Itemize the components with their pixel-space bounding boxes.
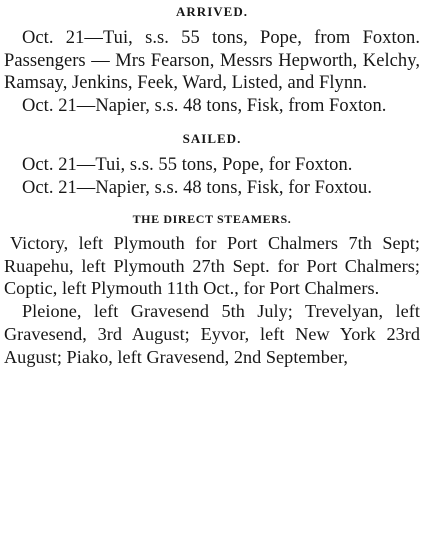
direct-steamers-heading: THE DIRECT STEAMERS. xyxy=(132,212,292,226)
sailed-heading: SAILED. xyxy=(182,131,242,146)
arrived-heading: ARRIVED. xyxy=(176,4,248,19)
direct-steamers-entry-victory: Victory, left Plymouth for Port Chalmers 7th Sept; Ruapehu, left Plymouth 27th Sept. for Port Chalmers; Coptic, left Plymouth 11th Oct., for Port Chalmers. xyxy=(4,233,420,299)
direct-steamers-entry-pleione: Pleione, left Gravesend 5th July; Trevelyan, left Gravesend, 3rd August; Eyvor, left New York 23rd August; Piako, left Gravesend, 2nd September, xyxy=(4,301,420,367)
sailed-entry-napier: Oct. 21—Napier, s.s. 48 tons, Fisk, for Foxtou. xyxy=(22,177,373,198)
arrived-entry-napier: Oct. 21—Napier, s.s. 48 tons, Fisk, from Foxton. xyxy=(22,95,387,116)
arrived-entry-tui: Oct. 21—Tui, s.s. 55 tons, Pope, from Foxton. Passengers — Mrs Fearson, Messrs Hepworth, Kelchy, Ramsay, Jenkins, Feek, Ward, Listed, and Flynn. xyxy=(4,28,420,93)
newspaper-shipping-column xyxy=(4,0,420,536)
sailed-entry-tui: Oct. 21—Tui, s.s. 55 tons, Pope, for Foxton. xyxy=(22,155,353,175)
